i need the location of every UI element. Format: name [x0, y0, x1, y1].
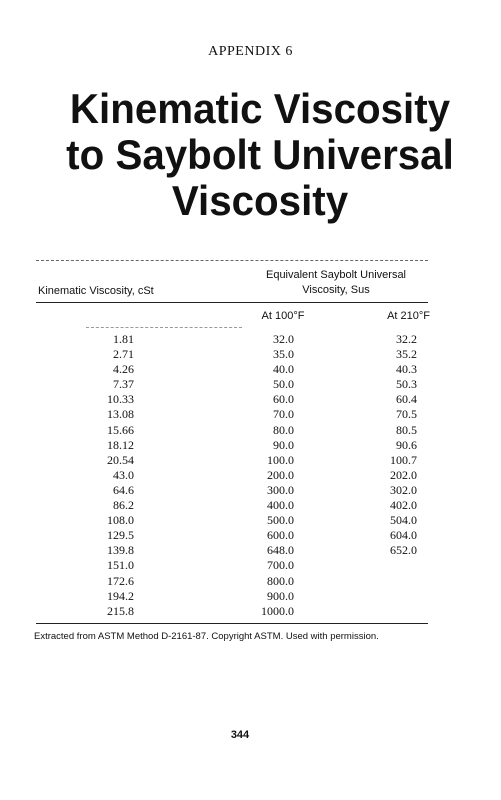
page-title [49, 86, 471, 224]
kinematic-cell: 139.8 [107, 543, 134, 558]
kinematic-cell: 4.26 [113, 362, 134, 377]
table-row [0, 407, 501, 422]
table-row [0, 574, 501, 589]
sus-100f-cell: 900.0 [267, 588, 294, 603]
sus-210f-cell: 652.0 [390, 543, 417, 558]
equivalent-header-line-1: Equivalent Saybolt Universal [265, 269, 407, 281]
title-line-2: to Saybolt Universal [66, 131, 454, 178]
kinematic-cell: 1.81 [113, 332, 134, 346]
kinematic-cell: 15.66 [107, 422, 134, 437]
sus-100f-cell: 100.0 [267, 452, 294, 467]
kinematic-viscosity-header: Kinematic Viscosity, cSt [38, 285, 154, 297]
table-bottom-rule [36, 623, 428, 624]
table-row [0, 604, 501, 619]
kinematic-cell: 13.08 [107, 407, 134, 422]
kinematic-cell: 7.37 [113, 377, 134, 392]
sus-100f-cell: 70.0 [273, 407, 294, 422]
sus-210f-cell: 35.2 [396, 347, 417, 362]
kinematic-cell: 20.54 [107, 452, 134, 467]
sus-100f-cell: 400.0 [267, 498, 294, 513]
sus-100f-cell: 50.0 [273, 377, 294, 392]
kinematic-cell: 172.6 [107, 573, 134, 588]
sus-100f-cell: 35.0 [273, 347, 294, 362]
appendix-label: APPENDIX 6 [208, 44, 293, 59]
sus-100f-cell: 800.0 [267, 573, 294, 588]
kinematic-cell: 194.2 [107, 588, 134, 603]
kinematic-cell: 86.2 [113, 498, 134, 513]
table-row [0, 362, 501, 377]
kinematic-cell: 129.5 [107, 528, 134, 543]
at-210f-header: At 210°F [387, 310, 430, 322]
sus-210f-cell: 70.5 [396, 407, 417, 422]
kinematic-cell: 43.0 [113, 467, 134, 482]
sus-210f-cell: 50.3 [396, 377, 417, 392]
sus-210f-cell: 32.2 [396, 332, 417, 346]
table-row [0, 589, 501, 604]
sus-210f-cell: 604.0 [390, 528, 417, 543]
footnote: Extracted from ASTM Method D-2161-87. Copyright ASTM. Used with permission. [34, 631, 379, 642]
kinematic-cell: 108.0 [107, 513, 134, 528]
table-row [0, 332, 501, 347]
equivalent-viscosity-header [236, 268, 436, 298]
sus-100f-cell: 700.0 [267, 558, 294, 573]
table-row [0, 423, 501, 438]
sus-210f-cell: 100.7 [390, 452, 417, 467]
table-row [0, 347, 501, 362]
title-line-1: Kinematic Viscosity [69, 85, 451, 132]
table-row [0, 438, 501, 453]
sus-210f-cell: 202.0 [390, 467, 417, 482]
sus-100f-cell: 60.0 [273, 392, 294, 407]
table-row [0, 498, 501, 513]
table-top-rule [36, 260, 428, 261]
sus-210f-cell: 504.0 [390, 513, 417, 528]
sus-100f-cell: 648.0 [267, 543, 294, 558]
table-row [0, 513, 501, 528]
kinematic-cell: 215.8 [107, 603, 134, 618]
sus-100f-cell: 200.0 [267, 467, 294, 482]
table-row [0, 468, 501, 483]
sus-210f-cell: 40.3 [396, 362, 417, 377]
sus-210f-cell: 302.0 [390, 482, 417, 497]
sus-100f-cell: 80.0 [273, 422, 294, 437]
sus-100f-cell: 32.0 [273, 332, 294, 346]
kinematic-cell: 18.12 [107, 437, 134, 452]
table-row [0, 453, 501, 468]
sus-210f-cell: 90.6 [396, 437, 417, 452]
kinematic-cell: 64.6 [113, 482, 134, 497]
sus-100f-cell: 40.0 [273, 362, 294, 377]
table-row [0, 483, 501, 498]
sus-210f-cell: 60.4 [396, 392, 417, 407]
at-100f-header: At 100°F [261, 310, 305, 322]
page-number: 344 [230, 729, 250, 741]
equivalent-header-line-2: Viscosity, Sus [302, 284, 370, 296]
sus-210f-cell: 402.0 [390, 498, 417, 513]
sus-100f-cell: 90.0 [273, 437, 294, 452]
table-row [0, 377, 501, 392]
sus-100f-cell: 500.0 [267, 513, 294, 528]
table-row [0, 558, 501, 573]
header-rule [36, 302, 428, 303]
title-line-3: Viscosity [171, 177, 349, 224]
sus-100f-cell: 1000.0 [261, 603, 294, 618]
subheader-rule [86, 327, 242, 328]
table-row [0, 528, 501, 543]
table-body [0, 332, 501, 619]
table-row [0, 543, 501, 558]
sus-100f-cell: 300.0 [267, 482, 294, 497]
sus-210f-cell: 80.5 [396, 422, 417, 437]
sus-100f-cell: 600.0 [267, 528, 294, 543]
kinematic-cell: 151.0 [107, 558, 134, 573]
table-row [0, 392, 501, 407]
kinematic-cell: 2.71 [113, 347, 134, 362]
kinematic-cell: 10.33 [107, 392, 134, 407]
